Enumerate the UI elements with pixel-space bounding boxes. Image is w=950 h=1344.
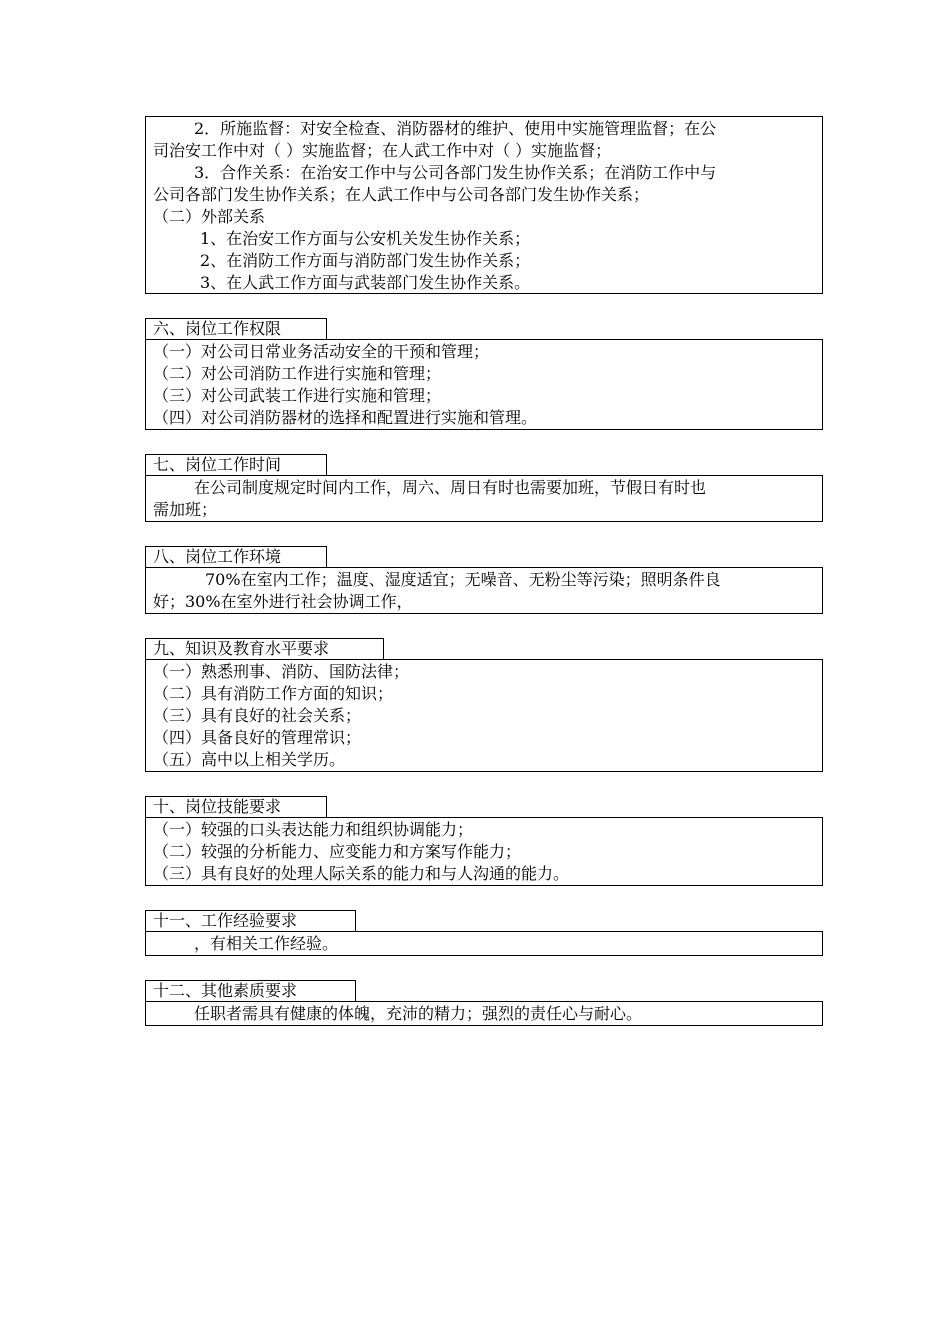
list-item: （三）具有良好的社会关系； — [153, 706, 362, 725]
text-line: 在公司制度规定时间内工作，周六、周日有时也需要加班，节假日有时也 — [194, 478, 707, 497]
list-item: （四）具备良好的管理常识； — [153, 728, 362, 747]
list-item: （一）熟悉刑事、消防、国防法律； — [153, 662, 410, 681]
text-line: 1、在治安工作方面与公安机关发生协作关系； — [200, 229, 531, 248]
list-item: （二）较强的分析能力、应变能力和方案写作能力； — [153, 842, 522, 861]
section-heading: 七、岗位工作时间 — [145, 454, 327, 476]
list-item: （一）较强的口头表达能力和组织协调能力； — [153, 820, 474, 839]
text-line: 需加班； — [153, 500, 218, 519]
list-item: （五）高中以上相关学历。 — [153, 750, 346, 769]
list-item: （二）具有消防工作方面的知识； — [153, 684, 394, 703]
text-line: （二）外部关系 — [153, 207, 266, 226]
text-line: 3、在人武工作方面与武装部门发生协作关系。 — [200, 273, 531, 292]
text-line: 2．所施监督：对安全检查、消防器材的维护、使用中实施管理监督；在公 — [194, 119, 717, 138]
section-heading: 九、知识及教育水平要求 — [145, 638, 384, 660]
text-line: 公司各部门发生协作关系；在人武工作中与公司各部门发生协作关系； — [153, 185, 650, 204]
list-item: （一）对公司日常业务活动安全的干预和管理； — [153, 342, 490, 361]
section-heading: 十一、工作经验要求 — [145, 910, 356, 932]
section-heading: 六、岗位工作权限 — [145, 318, 327, 340]
section-heading: 十、岗位技能要求 — [145, 796, 327, 818]
section-box — [145, 931, 823, 956]
text-line: 2、在消防工作方面与消防部门发生协作关系； — [200, 251, 531, 270]
list-item: （四）对公司消防器材的选择和配置进行实施和管理。 — [153, 408, 538, 427]
text-line: ，有相关工作经验。 — [194, 934, 339, 953]
text-line: 70%在室内工作；温度、湿度适宜；无噪音、无粉尘等污染；照明条件良 — [205, 570, 721, 589]
section-heading: 十二、其他素质要求 — [145, 980, 356, 1002]
list-item: （三）具有良好的处理人际关系的能力和与人沟通的能力。 — [153, 864, 570, 883]
relations-section-box — [145, 116, 823, 294]
section-heading: 八、岗位工作环境 — [145, 546, 327, 568]
text-line: 任职者需具有健康的体魄，充沛的精力；强烈的责任心与耐心。 — [194, 1004, 643, 1023]
section-box — [145, 567, 823, 614]
text-line: 司治安工作中对（ ）实施监督；在人武工作中对（ ）实施监督； — [153, 141, 612, 160]
list-item: （三）对公司武装工作进行实施和管理； — [153, 386, 442, 405]
section-box — [145, 339, 823, 430]
section-box — [145, 1001, 823, 1026]
text-line: 3．合作关系：在治安工作中与公司各部门发生协作关系；在消防工作中与 — [194, 163, 717, 182]
text-line: 好；30%在室外进行社会协调工作， — [153, 592, 413, 611]
list-item: （二）对公司消防工作进行实施和管理； — [153, 364, 442, 383]
section-box — [145, 817, 823, 886]
section-box — [145, 475, 823, 522]
section-box — [145, 659, 823, 772]
